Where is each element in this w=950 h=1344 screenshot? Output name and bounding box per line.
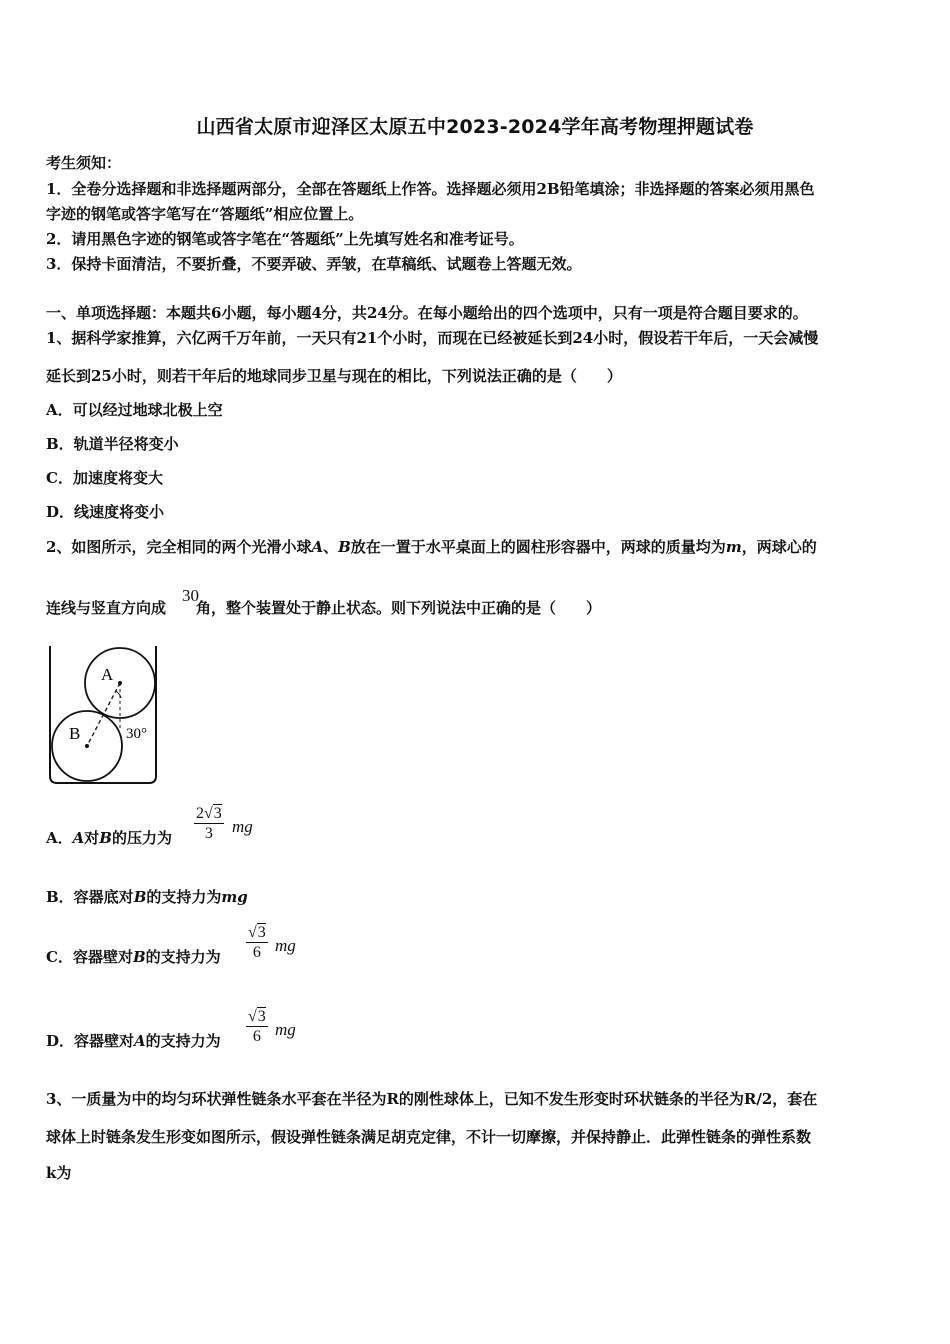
- q2-text-1c: ，两球心的: [741, 538, 817, 556]
- fig-label-a: A: [101, 665, 114, 684]
- question-1-stem-line-2: 延长到25小时，则若干年后的地球同步卫星与现在的相比，下列说法正确的是（ ）: [46, 367, 622, 385]
- q2b-suffix: 的支持力为: [146, 888, 222, 906]
- question-1-option-c: C．加速度将变大: [46, 469, 163, 487]
- ball-b-center: [85, 744, 89, 748]
- angle-arc: [116, 691, 121, 698]
- fig-angle-label: 30°: [126, 726, 147, 742]
- ball-a-center: [118, 681, 122, 685]
- q2c-suffix: 的支持力为: [145, 948, 221, 966]
- notice-item-3: 3．保持卡面清洁，不要折叠，不要弄破、弄皱，在草稿纸、试题卷上答题无效。: [46, 255, 582, 273]
- q2a-fraction: $\frac{2√3}{3}$: [196, 805, 222, 842]
- q2d-den: 6: [252, 1028, 261, 1045]
- q2c-obj: B: [132, 948, 146, 966]
- q2a-prefix: A．: [46, 829, 73, 847]
- q2c-den: 6: [252, 944, 261, 961]
- q2d-unit: mg: [275, 1020, 296, 1039]
- question-2-option-d: [46, 1030, 221, 1051]
- question-2-stem-line-2: [46, 597, 601, 618]
- q2a-suffix: 的压力为: [111, 829, 172, 847]
- center-line: [87, 683, 120, 746]
- q2b-obj: B: [133, 888, 147, 906]
- notice-item-1-line-1: 1．全卷分选择题和非选择题两部分，全部在答题纸上作答。选择题必须用2B铅笔填涂；非选择题的答案必须用黑色: [46, 180, 815, 198]
- q2b-prefix: B．容器底对: [46, 888, 134, 906]
- question-1-option-a: A．可以经过地球北极上空: [46, 401, 223, 419]
- q2c-unit: mg: [275, 936, 296, 955]
- q2-text-2a: 连线与竖直方向成: [46, 599, 167, 617]
- q2-text-1b: 放在一置于水平桌面上的圆柱形容器中，两球的质量均为: [350, 538, 726, 556]
- page-title: 山西省太原市迎泽区太原五中2023-2024学年高考物理押题试卷: [196, 116, 754, 138]
- question-2-option-a: [46, 827, 172, 848]
- section-1-heading: 一、单项选择题：本题共6小题，每小题4分，共24分。在每小题给出的四个选项中，只有一项是符合题目要求的。: [46, 304, 808, 322]
- q2-sep: 、: [323, 538, 339, 556]
- q2-angle-value: 30: [182, 586, 199, 605]
- question-2-option-b: [46, 886, 248, 907]
- question-1-option-d: D．线速度将变小: [46, 503, 165, 521]
- question-3-stem-line-2: 球体上时链条发生形变如图所示，假设弹性链条满足胡克定律，不计一切摩擦，并保持静止．此弹性链条的弹性系数: [46, 1128, 812, 1146]
- q2-ball-b: B: [338, 538, 351, 556]
- fig-label-b: B: [69, 724, 81, 743]
- q2d-suffix: 的支持力为: [145, 1032, 221, 1050]
- q2-text-1a: 2、如图所示，完全相同的两个光滑小球: [46, 538, 312, 556]
- q2c-fraction: $\frac{√3}{6}$: [248, 924, 266, 961]
- q2a-num-root: 3: [213, 805, 222, 822]
- q2a-obj: B: [99, 829, 112, 847]
- question-1-stem-line-1: 1、据科学家推算，六亿两千万年前，一天只有21个小时，而现在已经被延长到24小时，假设若干年后，一天会减慢: [46, 329, 819, 347]
- q2-mass: m: [725, 538, 742, 556]
- q2a-mid: 对: [84, 829, 100, 847]
- q2-ball-a: A: [311, 538, 324, 556]
- q2d-prefix: D．容器壁对: [46, 1032, 135, 1050]
- q2d-obj: A: [134, 1032, 146, 1050]
- q2-figure: [44, 640, 164, 788]
- q2c-num-root: 3: [257, 924, 266, 941]
- q2d-num-root: 3: [257, 1008, 266, 1025]
- notice-item-1-line-2: 字迹的钢笔或答字笔写在“答题纸”相应位置上。: [46, 205, 364, 223]
- notice-item-2: 2．请用黑色字迹的钢笔或答字笔在“答题纸”上先填写姓名和准考证号。: [46, 230, 524, 248]
- question-3-stem-line-3: k为: [46, 1164, 72, 1182]
- q2c-prefix: C．容器壁对: [46, 948, 133, 966]
- question-3-stem-line-1: 3、一质量为中的均匀环状弹性链条水平套在半径为R的刚性球体上，已知不发生形变时环状链条的半径为R/2，套在: [46, 1090, 818, 1108]
- question-2-stem-line-1: [46, 536, 817, 557]
- q2b-unit: mg: [221, 888, 248, 906]
- question-2-option-c: [46, 946, 221, 967]
- q2d-fraction: $\frac{√3}{6}$: [248, 1008, 266, 1045]
- q2-text-2b: 角，整个装置处于静止状态。则下列说法中正确的是（ ）: [196, 599, 602, 617]
- notice-heading: 考生须知：: [46, 154, 122, 172]
- q2a-den: 3: [204, 825, 213, 842]
- q2a-unit: mg: [232, 817, 253, 836]
- question-1-option-b: B．轨道半径将变小: [46, 435, 179, 453]
- q2a-num-coef: 2: [196, 805, 204, 822]
- q2a-subj: A: [72, 829, 85, 847]
